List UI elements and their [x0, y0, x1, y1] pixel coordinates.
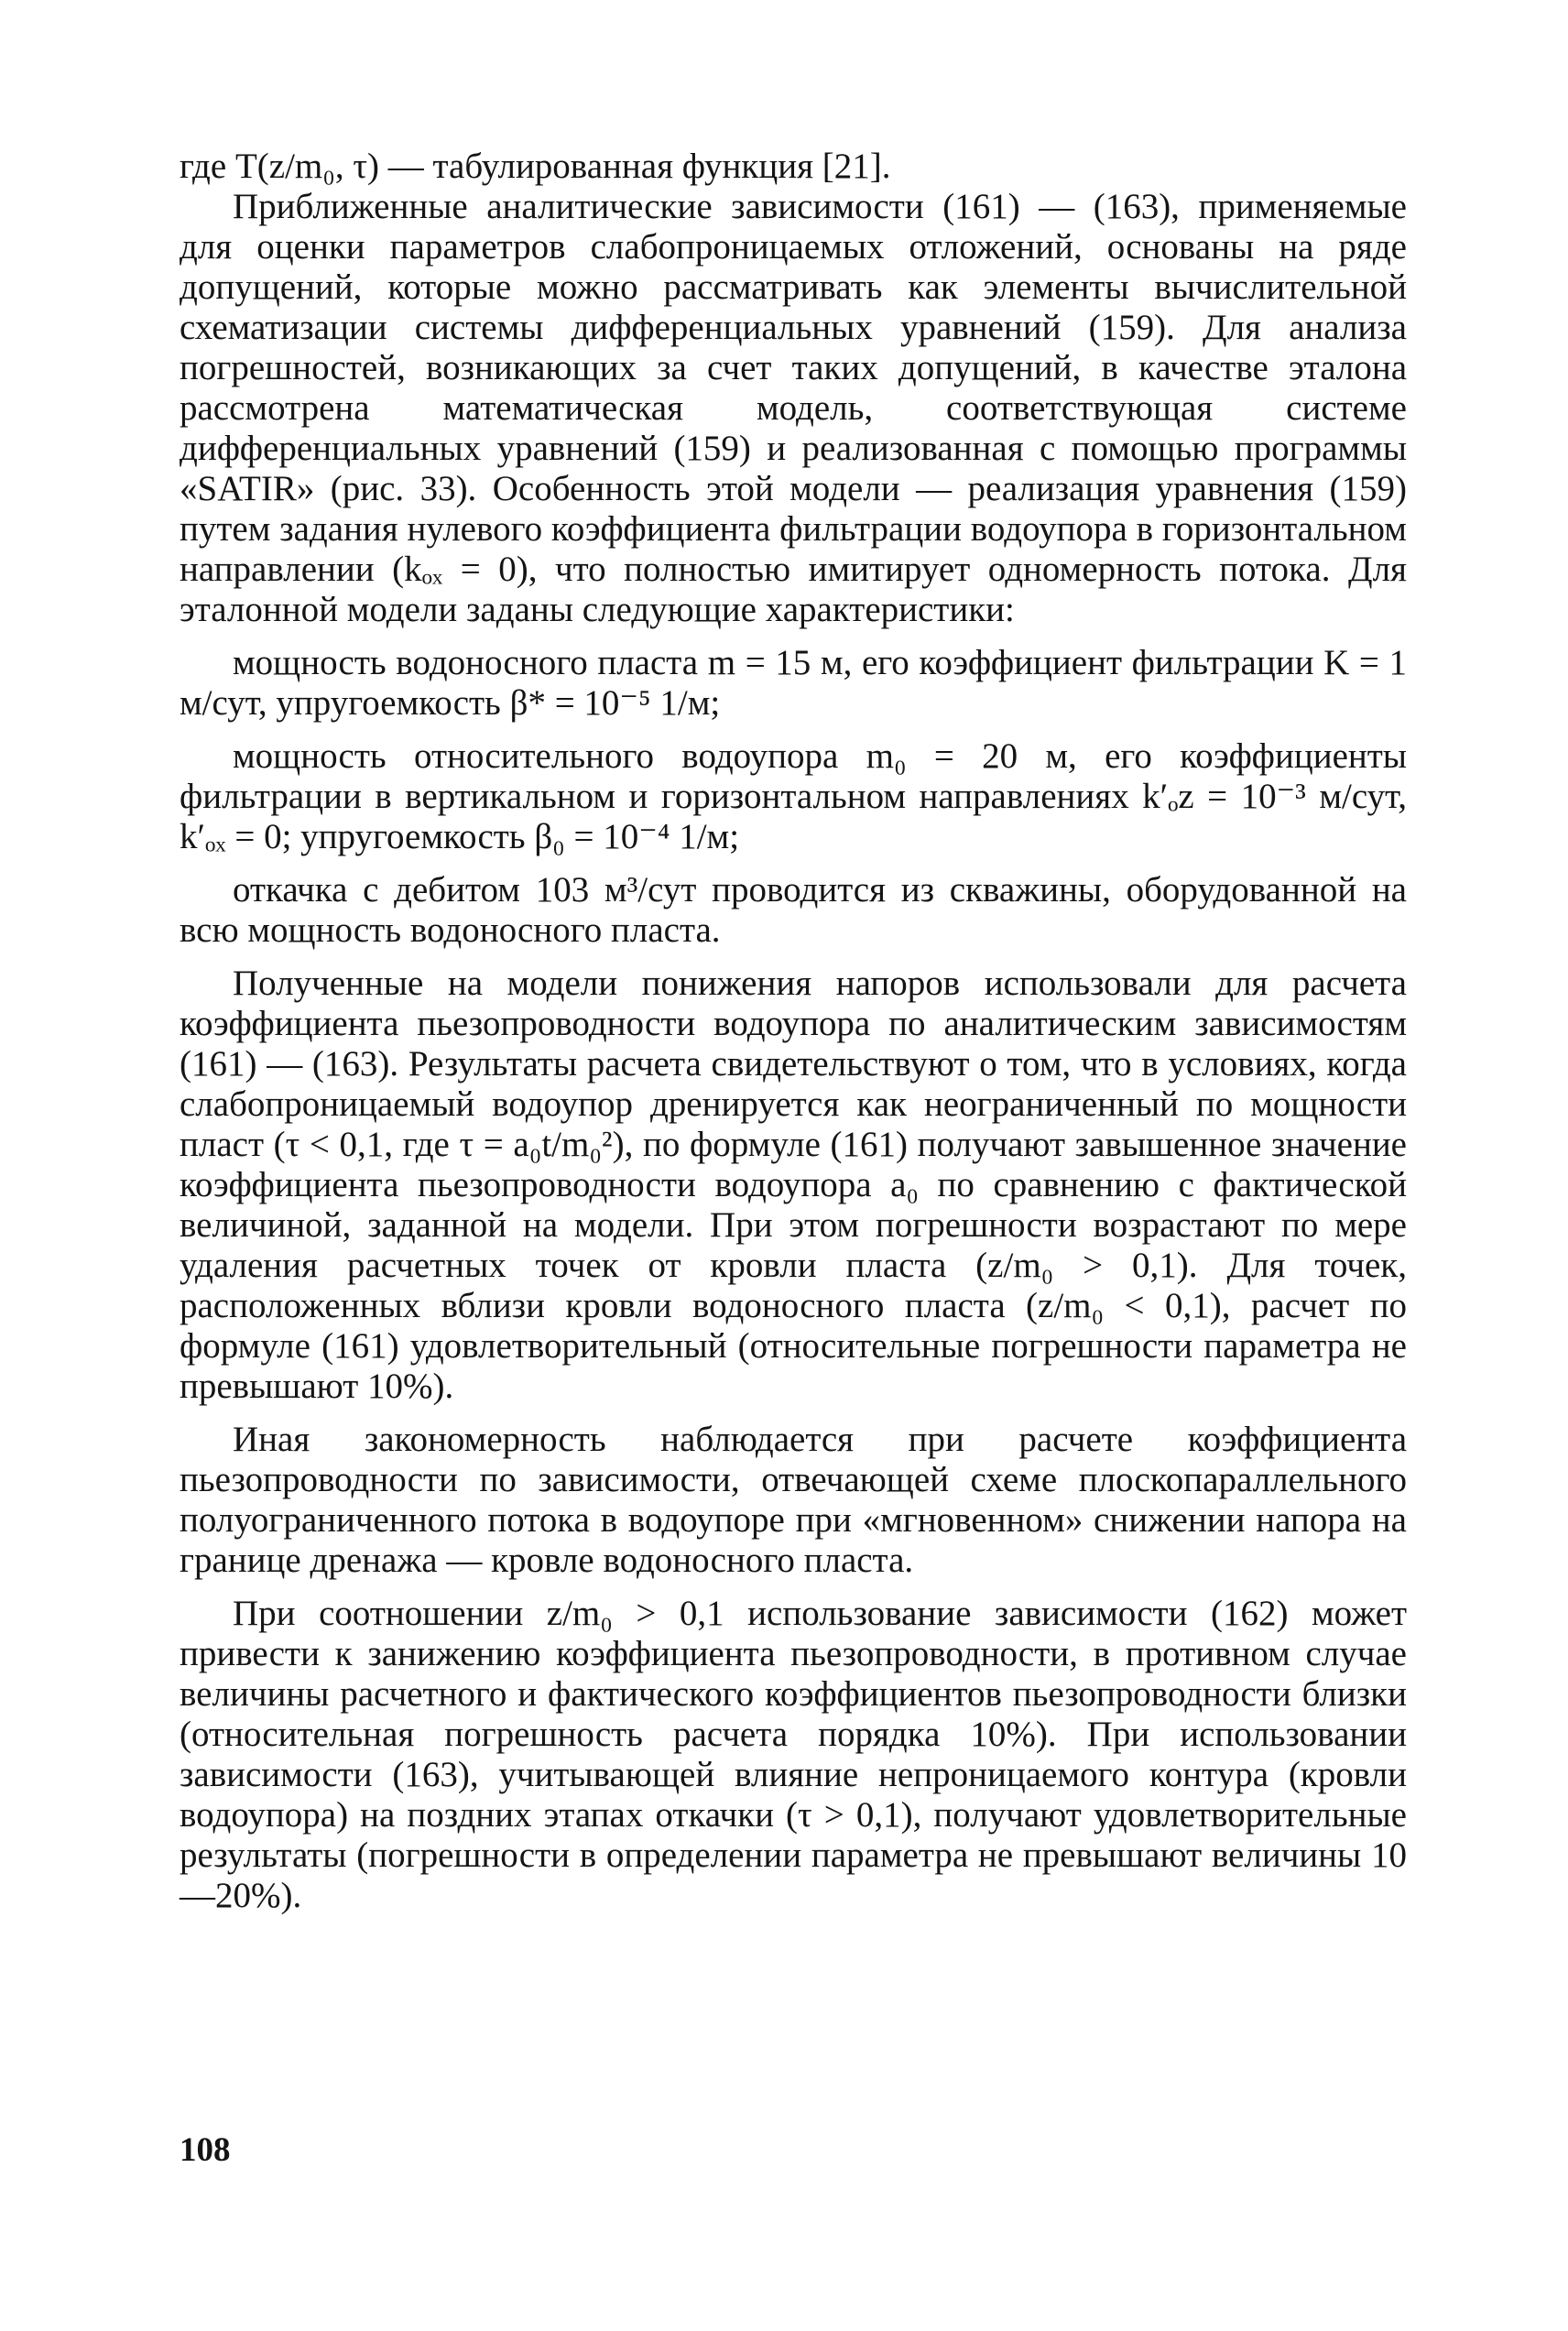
- page-number: 108: [180, 2131, 231, 2169]
- paragraph-aquitard-characteristics: мощность относительного водоупора m₀ = 20 м, его коэффициенты фильтрации в вертикальном и горизонтальном направлениях k′ₒz = 10⁻³ м/сут, k′ₒₓ = 0; упругоемкость β₀ = 10⁻⁴ 1/м;: [180, 736, 1407, 856]
- spacer: [180, 1581, 1407, 1594]
- page-content: [180, 147, 1407, 1916]
- paragraph-formula-reference: где T(z/m₀, τ) — табулированная функция [21].: [180, 147, 891, 186]
- paragraph-analytical-dependencies: Приближенные аналитические зависимости (161) — (163), применяемые для оценки параметров слабопроницаемых отложений, основаны на ряде допущений, которые можно рассматривать как элементы вычислительной схематизации системы дифференциальных уравнений (159). Для анализа погрешностей, возникающих за счет таких допущений, в качестве эталона рассмотрена математическая модель, соответствующая системе дифференциальных уравнений (159) и реализованная с помощью программы «SATIR» (рис. 33). Особенность этой модели — реализация уравнения (159) путем задания нулевого коэффициента фильтрации водоупора в горизонтальном направлении (kₒₓ = 0), что полностью имитирует одномерность потока. Для эталонной модели заданы следующие характеристики:: [180, 187, 1407, 629]
- paragraph-model-results: Полученные на модели понижения напоров использовали для расчета коэффициента пьезопроводности водоупора по аналитическим зависимостям (161) — (163). Результаты расчета свидетельствуют о том, что в условиях, когда слабопроницаемый водоупор дренируется как неограниченный по мощности пласт (τ < 0,1, где τ = a₀t/m₀²), по формуле (161) получают завышенное значение коэффициента пьезопроводности водоупора a₀ по сравнению с фактической величиной, заданной на модели. При этом погрешности возрастают по мере удаления расчетных точек от кровли пласта (z/m₀ > 0,1). Для точек, расположенных вблизи кровли водоносного пласта (z/m₀ < 0,1), расчет по формуле (161) удовлетворительный (относительные погрешности параметра не превышают 10%).: [180, 964, 1407, 1406]
- spacer: [180, 857, 1407, 870]
- paragraph-aquifer-characteristics: мощность водоносного пласта m = 15 м, его коэффициент фильтрации K = 1 м/сут, упругоемкость β* = 10⁻⁵ 1/м;: [180, 643, 1407, 723]
- spacer: [180, 951, 1407, 964]
- spacer: [180, 1407, 1407, 1420]
- spacer: [180, 630, 1407, 643]
- paragraph-pumping-test: откачка с дебитом 103 м³/сут проводится из скважины, оборудованной на всю мощность водоносного пласта.: [180, 870, 1407, 950]
- paragraph-ratio-results: При соотношении z/m₀ > 0,1 использование зависимости (162) может привести к занижению коэффициента пьезопроводности, в противном случае величины расчетного и фактического коэффициентов пьезопроводности близки (относительная погрешность расчета порядка 10%). При использовании зависимости (163), учитывающей влияние непроницаемого контура (кровли водоупора) на поздних этапах откачки (τ > 0,1), получают удовлетворительные результаты (погрешности в определении параметра не превышают величины 10—20%).: [180, 1594, 1407, 1915]
- paragraph-other-regularity: Иная закономерность наблюдается при расчете коэффициента пьезопроводности по зависимости, отвечающей схеме плоскопараллельного полуограниченного потока в водоупоре при «мгновенном» снижении напора на границе дренажа — кровле водоносного пласта.: [180, 1420, 1407, 1580]
- spacer: [180, 724, 1407, 736]
